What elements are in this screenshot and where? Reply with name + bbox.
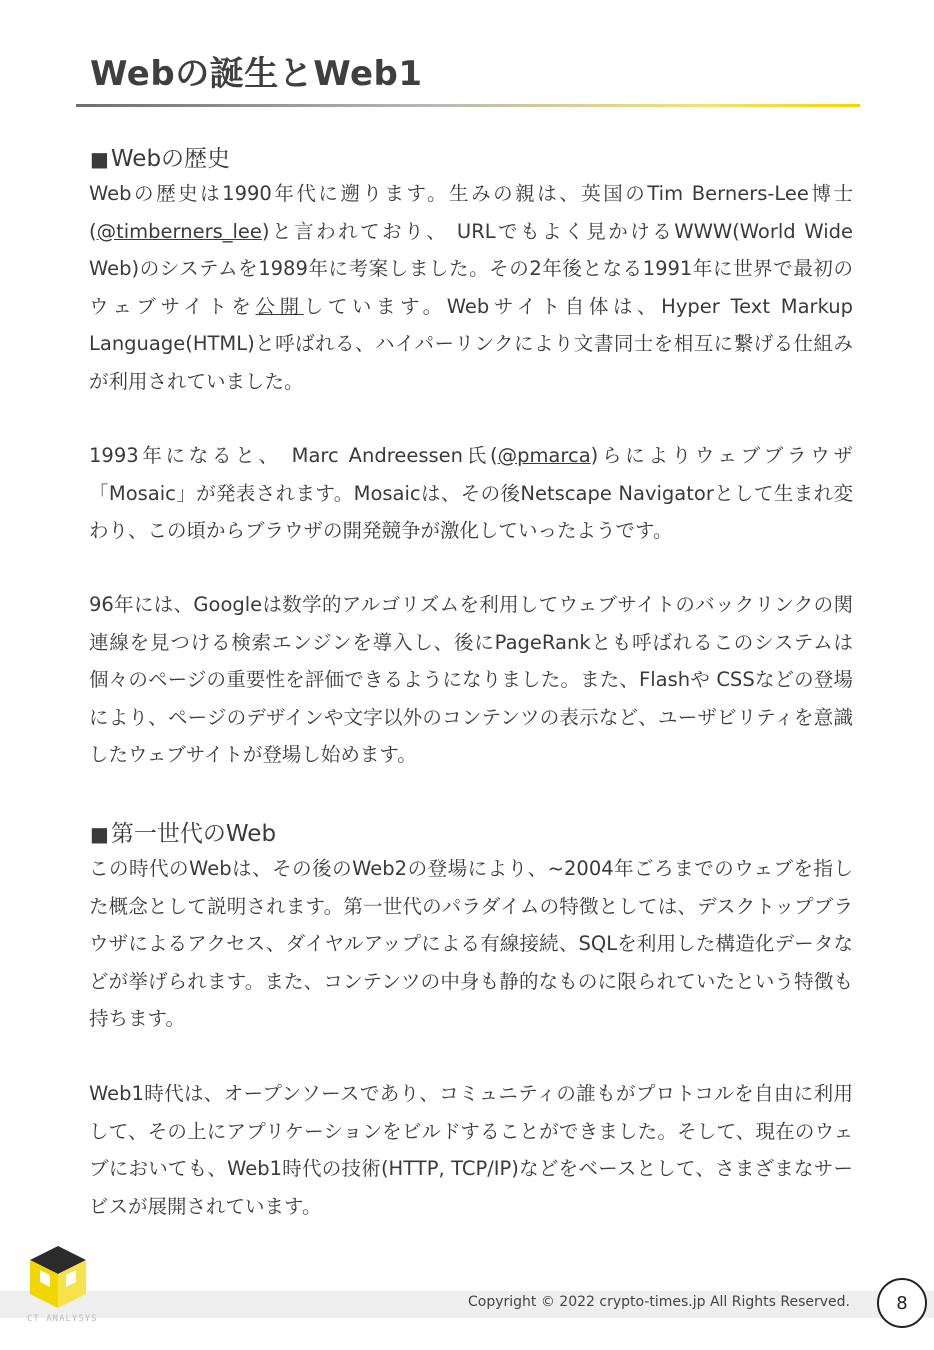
paragraph-mosaic: 1993年になると、 Marc Andreessen氏(@pmarca)らによりウェブブラウザ「Mosaic」が発表されます。Mosaicは、その後Netscape Navigatorとして生まれ変わり、この頃からブラウザの開発競争が激化していったようです。 xyxy=(89,444,853,543)
page-number: 8 xyxy=(896,1292,908,1314)
ct-analysys-logo-icon xyxy=(26,1244,90,1310)
square-bullet-icon: ■ xyxy=(90,147,109,171)
link-published[interactable]: 公開 xyxy=(255,294,304,318)
paragraph-first-gen: この時代のWebは、その後のWeb2の登場により、~2004年ごろまでのウェブを指した概念として説明されます。第一世代のパラダイムの特徴としては、デスクトップブラウザによるアクセス、ダイヤルアップによる有線接続、SQLを利用した構造化データなどが挙げられます。また、コンテンツの中身も静的なものに限られていたという特徴も持ちます。 xyxy=(89,857,853,1031)
section-heading-web-history xyxy=(90,140,230,173)
paragraph-web1-era: Web1時代は、オープンソースであり、コミュニティの誰もがプロトコルを自由に利用して、その上にアプリケーションをビルドすることができました。そして、現在のウェブにおいても、Web1時代の技術(HTTP, TCP/IP)などをベースとして、さまざまなサービスが展開されています。 xyxy=(89,1082,853,1218)
square-bullet-icon: ■ xyxy=(90,822,109,846)
section-heading-label: 第一世代のWeb xyxy=(110,821,277,847)
page-title: Webの誕生とWeb1 xyxy=(90,54,423,94)
paragraph-web-origin: Webの歴史は1990年代に遡ります。生みの親は、英国のTim Berners-Lee博士(@timberners_lee)と言われており、 URLでもよく見かけるWWW(World Wide Web)のシステムを1989年に考案しました。その2年後となる1991年に世界で最初のウェブサイトを公開しています。Webサイト自体は、Hyper Text Markup Language(HTML)と呼ばれる、ハイパーリンクにより文書同士を相互に繋げる仕組みが利用されていました。 xyxy=(89,182,853,393)
title-underline xyxy=(76,104,860,107)
section-heading-label: Webの歴史 xyxy=(110,146,231,172)
paragraph-google: 96年には、Googleは数学的アルゴリズムを利用してウェブサイトのバックリンクの関連線を見つける検索エンジンを導入し、後にPageRankとも呼ばれるこのシステムは個々のページの重要性を評価できるようになりました。また、Flashや CSSなどの登場により、ページのデザインや文字以外のコンテンツの表示など、ユーザビリティを意識したウェブサイトが登場し始めます。 xyxy=(89,593,853,767)
logo-wordmark: CT ANALYSYS xyxy=(27,1314,98,1324)
copyright-text: Copyright © 2022 crypto-times.jp All Rights Reserved. xyxy=(467,1294,850,1310)
page-number-badge xyxy=(877,1278,927,1328)
link-pmarca[interactable]: @pmarca xyxy=(497,444,591,467)
link-timberners-lee[interactable]: @timberners_lee xyxy=(96,219,262,243)
section-heading-first-gen-web xyxy=(90,815,276,848)
